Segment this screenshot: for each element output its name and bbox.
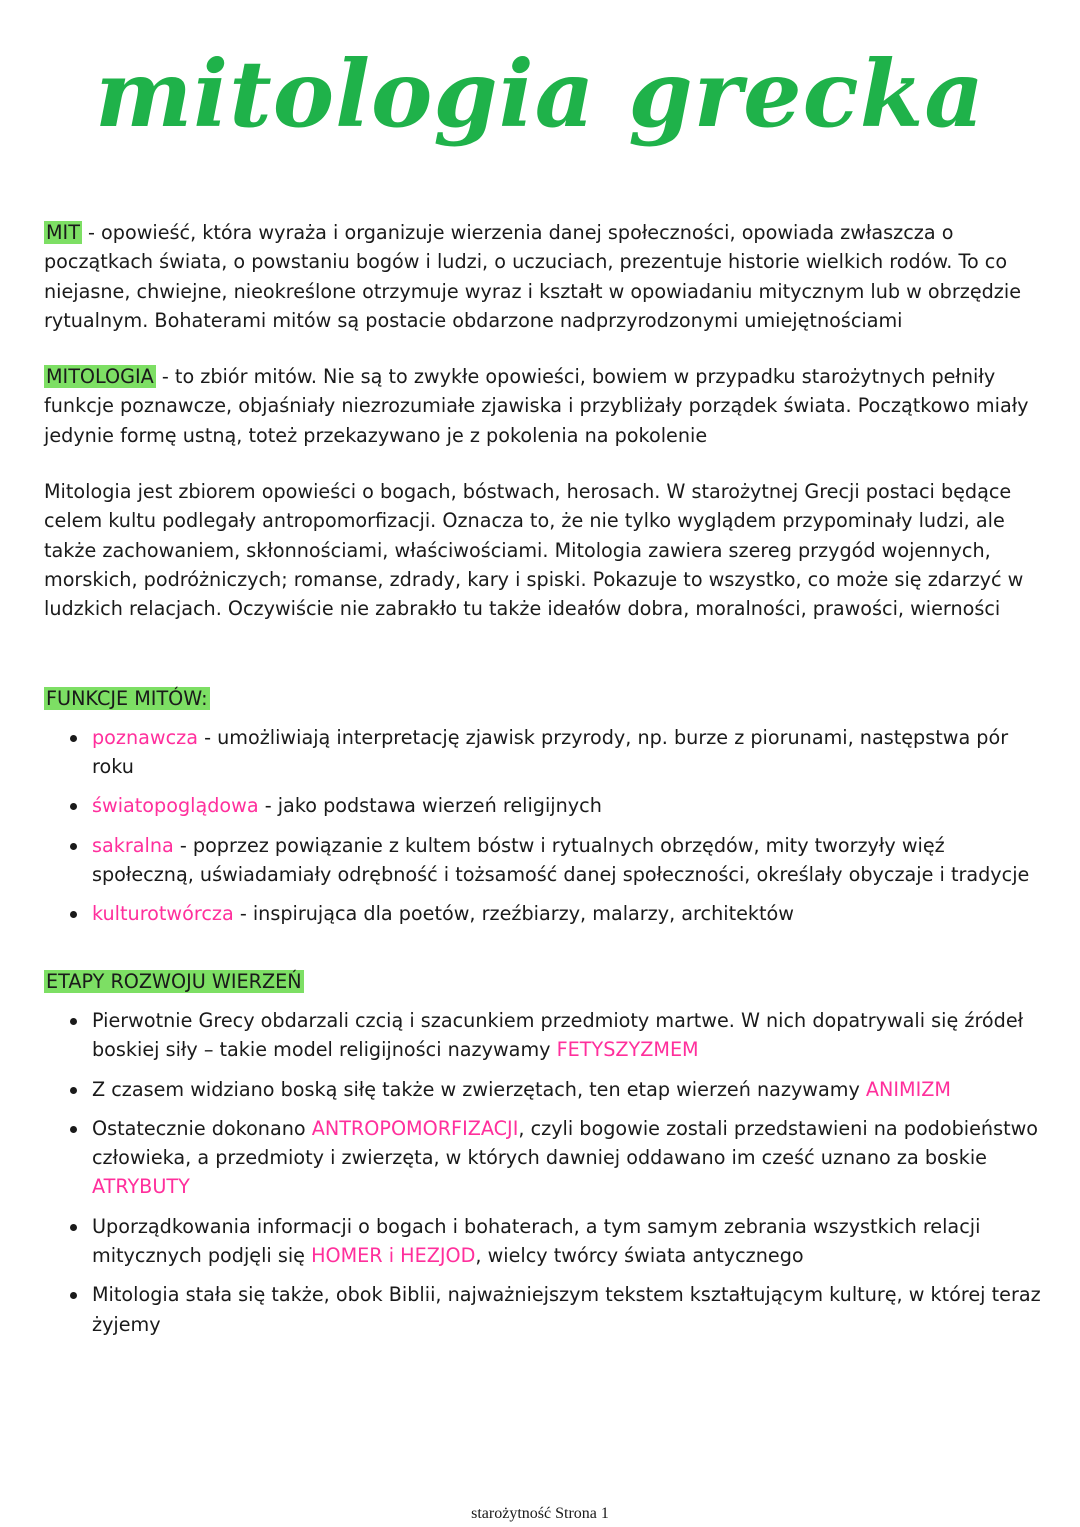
section-heading-funkcje: FUNKCJE MITÓW: xyxy=(46,686,208,710)
etapy-list xyxy=(44,1006,1044,1339)
etap-term: ATRYBUTY xyxy=(92,1175,190,1199)
list-item: światopoglądowa - jako podstawa wierzeń religijnych xyxy=(92,791,1044,820)
list-item: kulturotwórcza - inspirująca dla poetów, rzeźbiarzy, malarzy, architektów xyxy=(92,899,1044,928)
definition-mit xyxy=(44,218,1044,335)
etap-term: HOMER i HEZJOD xyxy=(311,1244,476,1268)
definition-mitologia-text: - to zbiór mitów. Nie są to zwykłe opowieści, bowiem w przypadku starożytnych pełniły funkcje poznawcze, objaśniały niezrozumiałe zjawiska i przybliżały porządek świata. Początkowo miały jedynie formę ustną, toteż przekazywano je z pokolenia na pokolenie xyxy=(44,365,1029,447)
mitologia-paragraph: Mitologia jest zbiorem opowieści o bogach, bóstwach, herosach. W starożytnej Grecji postaci będące celem kultu podlegały antropomorfizacji. Oznacza to, że nie tylko wyglądem przypominały ludzi, ale także zachowaniem, skłonnościami, właściwościami. Mitologia zawiera szereg przygód wojennych, morskich, podróżniczych; romanse, zdrady, kary i spiski. Pokazuje to wszystko, co może się zdarzyć w ludzkich relacjach. Oczywiście nie zabrakło tu także ideałów dobra, moralności, prawości, wierności xyxy=(44,480,1024,621)
etap-term: ANIMIZM xyxy=(865,1077,951,1101)
list-item: Uporządkowania informacji o bogach i bohaterach, a tym samym zebrania wszystkich relacji mitycznych podjęli się HOMER i HEZJOD, wielcy twórcy świata antycznego xyxy=(92,1212,1044,1271)
etap-term: FETYSZYZMEM xyxy=(556,1038,699,1062)
page-footer: starożytność Strona 1 xyxy=(471,1505,609,1522)
term-mit: MIT xyxy=(46,221,80,244)
document-body xyxy=(44,218,1044,1339)
list-item: Pierwotnie Grecy obdarzali czcią i szacunkiem przedmioty martwe. W nich dopatrywali się źródeł boskiej siły – takie model religijności nazywamy FETYSZYZMEM xyxy=(92,1006,1044,1065)
list-item: Ostatecznie dokonano ANTROPOMORFIZACJI, czyli bogowie zostali przedstawieni na podobieństwo człowieka, a przedmioty i zwierzęta, w których dawniej oddawano im cześć uznano za boskie ATRYBUTY xyxy=(92,1114,1044,1202)
funkcja-term: poznawcza xyxy=(92,725,198,749)
list-item: Mitologia stała się także, obok Biblii, najważniejszym tekstem kształtującym kulturę, w której teraz żyjemy xyxy=(92,1280,1044,1339)
list-item: sakralna - poprzez powiązanie z kultem bóstw i rytualnych obrzędów, mity tworzyły więź społeczną, uświadamiały odrębność i tożsamość danej społeczności, określały obyczaje i tradycje xyxy=(92,831,1044,890)
page-title: mitologia grecka xyxy=(94,40,986,148)
funkcja-term: sakralna xyxy=(92,833,174,857)
definition-mitologia xyxy=(44,362,1044,450)
section-heading-etapy: ETAPY ROZWOJU WIERZEŃ xyxy=(46,969,302,993)
etap-term: ANTROPOMORFIZACJI xyxy=(311,1116,519,1140)
funkcja-term: kulturotwórcza xyxy=(92,902,234,926)
term-mitologia: MITOLOGIA xyxy=(46,365,154,389)
list-item: poznawcza - umożliwiają interpretację zjawisk przyrody, np. burze z piorunami, następstwa pór roku xyxy=(92,723,1044,782)
definition-mit-text: - opowieść, która wyraża i organizuje wierzenia danej społeczności, opowiada zwłaszcza o początkach świata, o powstaniu bogów i ludzi, o uczuciach, prezentuje historie wielkich rodów. To co niejasne, chwiejne, nieokreślone otrzymuje wyraz i kształt w opowiadaniu mitycznym lub w obrzędzie rytualnym. Bohaterami mitów są postacie obdarzone nadprzyrodzonymi umiejętnościami xyxy=(44,221,1022,332)
funkcja-term: światopoglądowa xyxy=(92,794,259,818)
funkcje-list xyxy=(44,723,1044,929)
list-item: Z czasem widziano boską siłę także w zwierzętach, ten etap wierzeń nazywamy ANIMIZM xyxy=(92,1075,1044,1104)
